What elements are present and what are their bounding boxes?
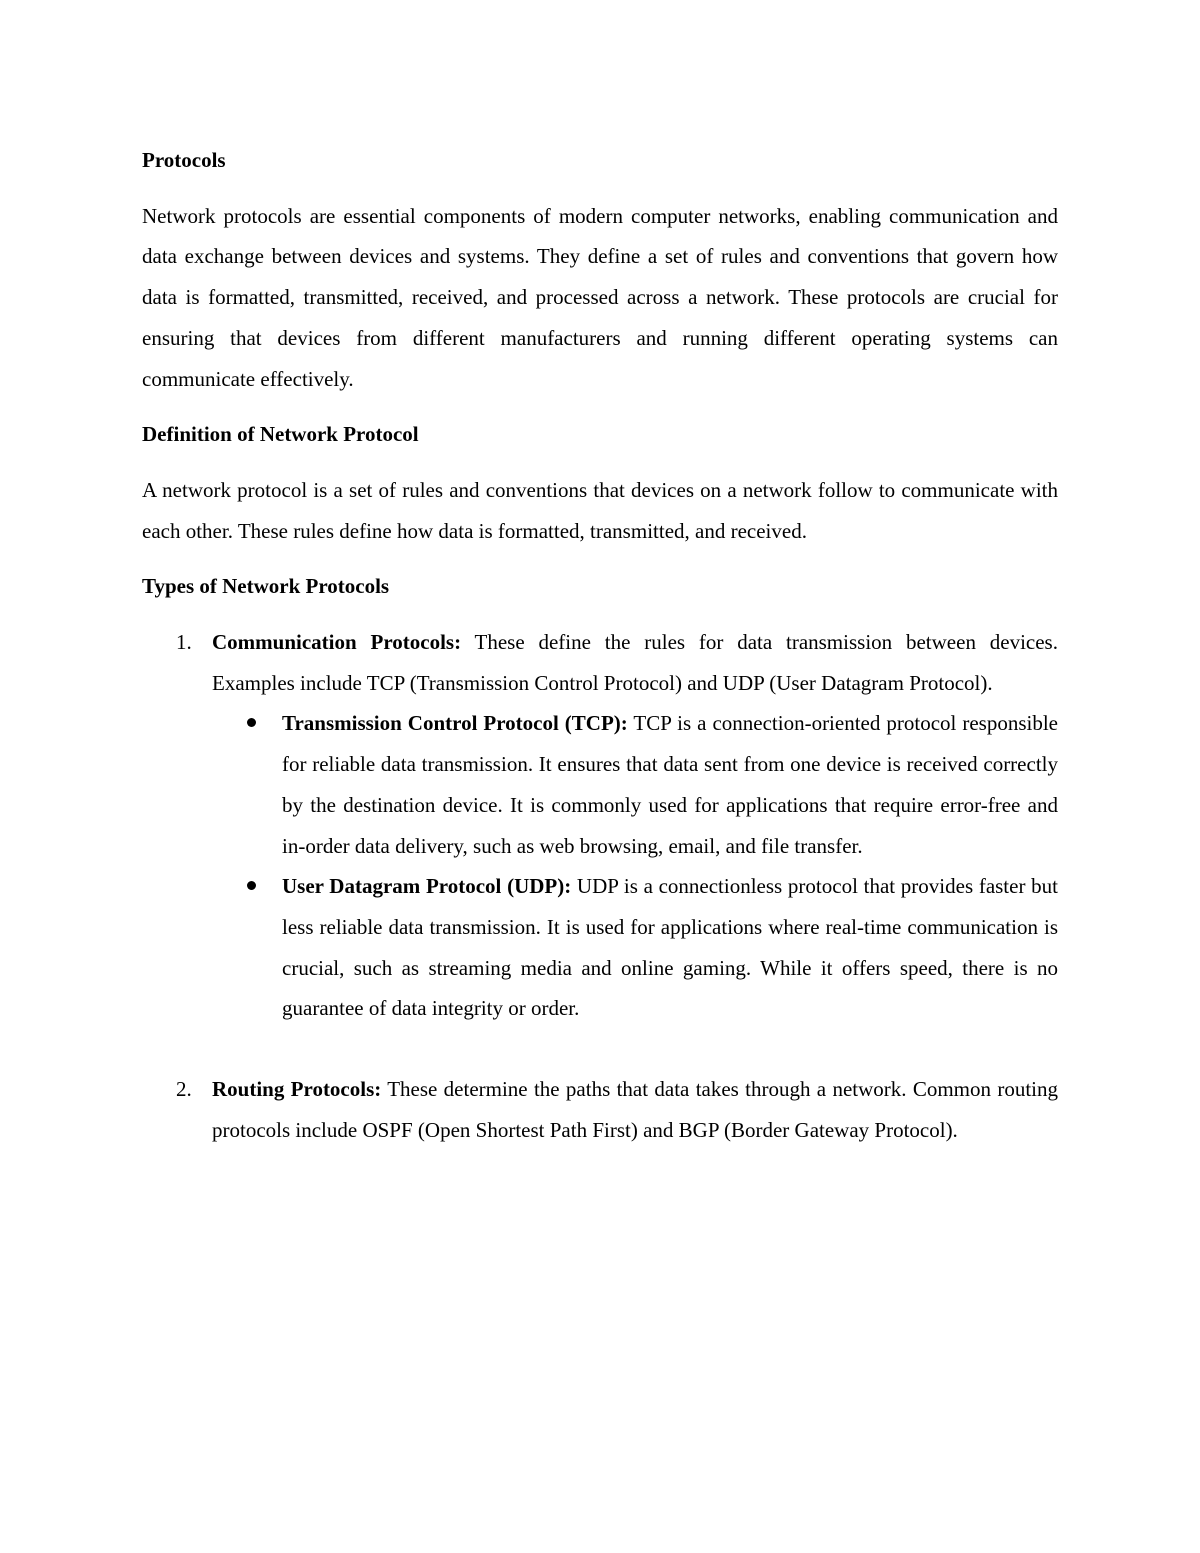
heading-definition: Definition of Network Protocol: [142, 422, 419, 447]
document-page: [142, 140, 1058, 1150]
list-item-communication-protocols: [142, 622, 1058, 1029]
item-title: Transmission Control Protocol (TCP):: [282, 711, 628, 736]
communication-protocols-sublist: [212, 703, 1058, 1029]
definition-paragraph: A network protocol is a set of rules and conventions that devices on a network follow to communicate with each other. These rules define how data is formatted, transmitted, and received.: [142, 477, 1058, 543]
item-text: These determine the paths that data takes through a network. Common routing protocols include OSPF (Open Shortest Path First) and BGP (Border Gateway Protocol).: [212, 1077, 1058, 1142]
list-number: 2.: [176, 1077, 192, 1102]
list-number: 1.: [176, 630, 192, 655]
bullet-icon: [247, 881, 256, 890]
list-spacer: [142, 1029, 1058, 1069]
item-title: Communication Protocols:: [212, 630, 462, 655]
item-text: TCP is a connection-oriented protocol responsible for reliable data transmission. It ensures that data sent from one device is received correctly by the destination device. It is commonly used for applications that require error-free and in-order data delivery, such as web browsing, email, and file transfer.: [282, 711, 1058, 858]
item-title: Routing Protocols:: [212, 1077, 382, 1102]
bullet-icon: [247, 718, 256, 727]
item-text: UDP is a connectionless protocol that provides faster but less reliable data transmission. It is used for applications where real-time communication is crucial, such as streaming media and online gaming. While it offers speed, there is no guarantee of data integrity or order.: [282, 874, 1058, 1021]
intro-paragraph: Network protocols are essential components of modern computer networks, enabling communication and data exchange between devices and systems. They define a set of rules and conventions that govern how data is formatted, transmitted, received, and processed across a network. These protocols are crucial for ensuring that devices from different manufacturers and running different operating systems can communicate effectively.: [142, 203, 1058, 391]
list-item-udp: [212, 866, 1058, 1029]
list-item-tcp: [212, 703, 1058, 866]
item-text: These define the rules for data transmission between devices. Examples include TCP (Transmission Control Protocol) and UDP (User Datagram Protocol).: [212, 630, 1058, 695]
list-item-routing-protocols: [142, 1069, 1058, 1150]
heading-types: Types of Network Protocols: [142, 574, 390, 599]
protocol-types-list: [142, 622, 1058, 1150]
item-title: User Datagram Protocol (UDP):: [282, 874, 572, 899]
heading-protocols: Protocols: [142, 148, 226, 172]
